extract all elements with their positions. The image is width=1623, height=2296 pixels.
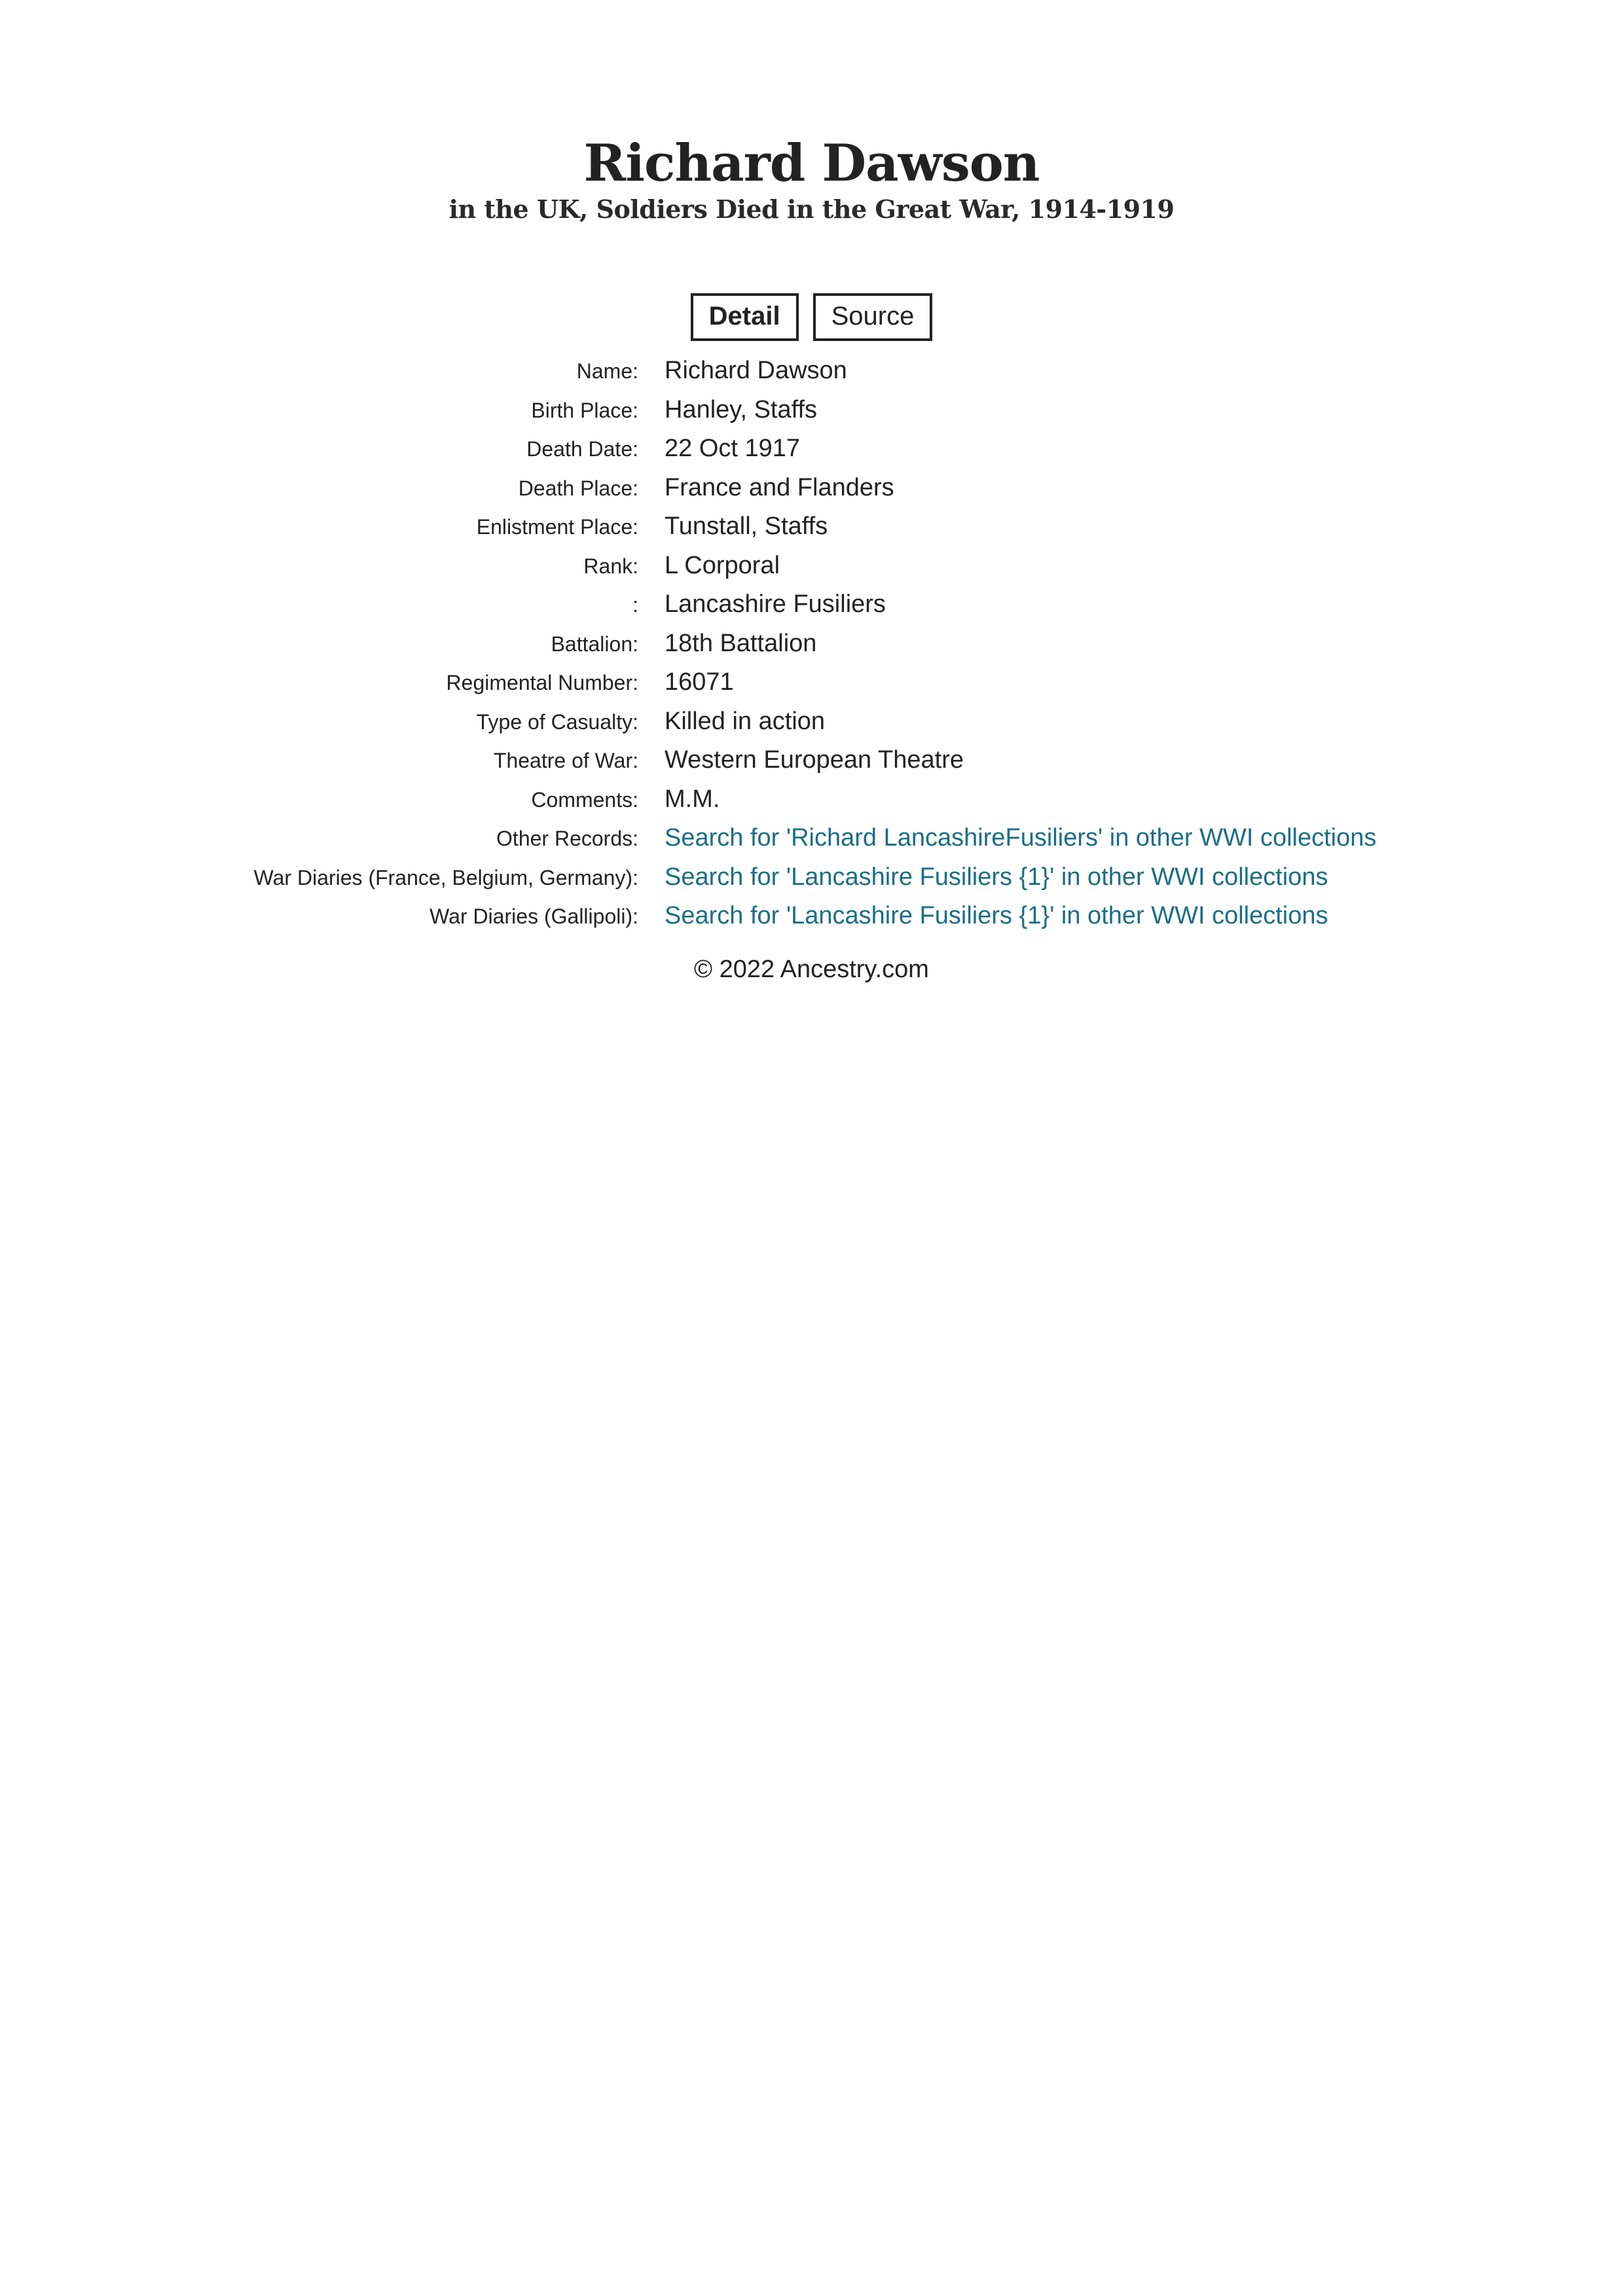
field-value: France and Flanders [665, 473, 894, 501]
field-label: Other Records: [496, 827, 638, 850]
field-label: War Diaries (Gallipoli): [429, 905, 638, 928]
field-label: War Diaries (France, Belgium, Germany): [253, 865, 638, 889]
field-value: M.M. [665, 785, 720, 813]
field-value: Western European Theatre [665, 746, 964, 774]
field-row-name [0, 357, 1623, 396]
field-row-birth-place [0, 396, 1623, 435]
field-row-theatre-of-war [0, 746, 1623, 785]
field-value: Tunstall, Staffs [665, 512, 828, 540]
field-label: Battalion: [551, 632, 638, 656]
record-tabs [0, 293, 1623, 341]
field-label: Enlistment Place: [476, 515, 638, 539]
field-label: : [632, 593, 638, 617]
copyright-footer: © 2022 Ancestry.com [694, 956, 929, 983]
field-label: Type of Casualty: [476, 709, 638, 734]
field-row-war-diaries-france [0, 863, 1623, 903]
field-value: 18th Battalion [665, 629, 817, 657]
field-row-comments [0, 785, 1623, 825]
field-label: Death Date: [526, 437, 638, 461]
field-value: 22 Oct 1917 [665, 435, 801, 462]
tab-detail[interactable]: Detail [691, 293, 799, 341]
record-details [0, 357, 1623, 941]
field-value: 16071 [665, 668, 734, 696]
field-label: Regimental Number: [446, 671, 638, 694]
other-records-search-link[interactable]: Search for 'Richard LancashireFusiliers' in other WWI collections [665, 824, 1377, 852]
war-diaries-gallipoli-search-link[interactable]: Search for 'Lancashire Fusiliers {1}' in other WWI collections [665, 902, 1328, 929]
field-row-battalion [0, 630, 1623, 669]
page-title: Richard Dawson [583, 134, 1040, 193]
field-value: Killed in action [665, 707, 826, 735]
field-row-enlistment-place [0, 512, 1623, 552]
field-row-regiment [0, 590, 1623, 630]
field-row-death-date [0, 435, 1623, 474]
field-label: Theatre of War: [493, 749, 638, 772]
field-value: Hanley, Staffs [665, 395, 818, 423]
collection-subtitle: in the UK, Soldiers Died in the Great War, 1914-1919 [448, 194, 1175, 224]
field-row-rank [0, 552, 1623, 591]
field-label: Name: [576, 359, 638, 383]
field-value: Richard Dawson [665, 357, 847, 384]
field-label: Birth Place: [531, 398, 638, 422]
record-header [0, 134, 1623, 226]
war-diaries-france-search-link[interactable]: Search for 'Lancashire Fusiliers {1}' in other WWI collections [665, 863, 1328, 891]
field-row-death-place [0, 474, 1623, 513]
field-row-regimental-number [0, 668, 1623, 708]
field-value: Lancashire Fusiliers [665, 590, 886, 618]
tab-source[interactable]: Source [813, 293, 933, 341]
field-row-other-records [0, 824, 1623, 863]
field-label: Comments: [531, 787, 638, 812]
field-label: Rank: [583, 554, 638, 578]
field-value: L Corporal [665, 551, 780, 579]
field-row-war-diaries-gallipoli [0, 902, 1623, 941]
field-label: Death Place: [518, 476, 638, 500]
field-row-casualty-type [0, 708, 1623, 747]
